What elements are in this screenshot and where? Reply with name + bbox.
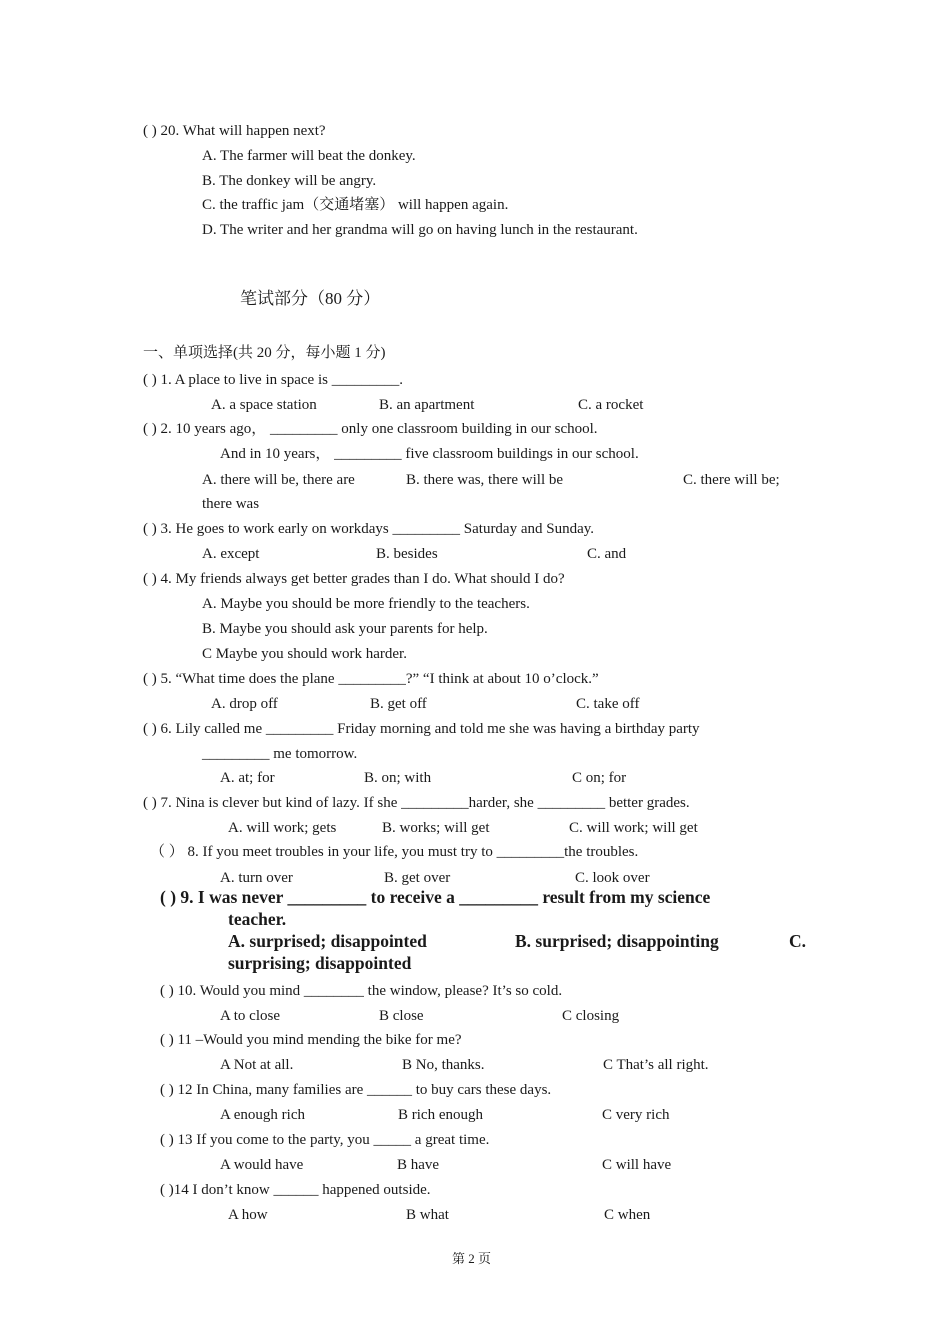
q7-option-a: A. will work; gets [228,820,337,836]
q20-option-d: D. The writer and her grandma will go on having lunch in the restaurant. [202,222,638,238]
q9-option-a: A. surprised; disappointed [228,931,427,951]
q14-option-a: A how [228,1207,268,1223]
q6-option-c: C on; for [572,770,627,786]
q3-stem: ( ) 3. He goes to work early on workdays _________ Saturday and Sunday. [143,521,595,537]
q4-option-b: B. Maybe you should ask your parents for help. [202,621,488,637]
q5-option-c: C. take off [576,696,640,712]
q14-stem: ( )14 I don’t know ______ happened outside. [160,1182,431,1198]
q11-option-b: B No, thanks. [402,1057,485,1073]
q2-option-b: B. there was, there will be [406,472,564,488]
q12-option-b: B rich enough [398,1107,483,1123]
q13-option-a: A would have [220,1157,304,1173]
q4-option-c: C Maybe you should work harder. [202,646,407,662]
q4-option-a: A. Maybe you should be more friendly to the teachers. [202,596,530,612]
q11-option-a: A Not at all. [220,1057,294,1073]
q8-option-c: C. look over [575,870,650,886]
q14-option-c: C when [604,1207,651,1223]
q13-option-b: B have [397,1157,440,1173]
q9-option-c: C. [789,931,807,951]
q3-option-c: C. and [587,546,627,562]
part-heading: 一、单项选择(共 20 分，每小题 1 分) [143,345,386,361]
q3-option-a: A. except [202,546,260,562]
q10-option-b: B close [379,1008,424,1024]
q5-option-b: B. get off [370,696,427,712]
q7-stem: ( ) 7. Nina is clever but kind of lazy. If she _________harder, she _________ better grades. [143,795,690,811]
q5-stem: ( ) 5. “What time does the plane _________?” “I think at about 10 o’clock.” [143,671,599,687]
q8-stem: （ ） 8. If you meet troubles in your life, you must try to _________the troubles. [150,844,639,860]
q1-option-b: B. an apartment [379,397,475,413]
q1-stem: ( ) 1. A place to live in space is _________. [143,372,403,388]
q2-stem: ( ) 2. 10 years ago， _________ only one classroom building in our school. [143,421,598,437]
q8-option-b: B. get over [384,870,451,886]
q6-option-b: B. on; with [364,770,432,786]
q12-option-a: A enough rich [220,1107,305,1123]
section-title: 笔试部分（80 分） [240,289,381,308]
q9-option-b: B. surprised; disappointing [515,931,719,951]
q10-stem: ( ) 10. Would you mind ________ the window, please? It’s so cold. [160,983,563,999]
q10-option-a: A to close [220,1008,280,1024]
q20-option-b: B. The donkey will be angry. [202,173,377,189]
q10-option-c: C closing [562,1008,620,1024]
q20-option-c: C. the traffic jam（交通堵塞） will happen again. [202,197,509,213]
q9-stem: ( ) 9. I was never _________ to receive a _________ result from my science [160,887,711,907]
q9-stem-line2: teacher. [228,909,287,929]
q12-stem: ( ) 12 In China, many families are ______ to buy cars these days. [160,1082,552,1098]
q2-stem-line2: And in 10 years， _________ five classroom buildings in our school. [220,446,639,462]
q13-stem: ( ) 13 If you come to the party, you _____ a great time. [160,1132,490,1148]
q6-stem-line2: _________ me tomorrow. [202,746,358,762]
q20-option-a: A. The farmer will beat the donkey. [202,148,416,164]
q1-option-c: C. a rocket [578,397,644,413]
q2-option-a: A. there will be, there are [202,472,355,488]
q5-option-a: A. drop off [211,696,278,712]
q3-option-b: B. besides [376,546,438,562]
q6-stem: ( ) 6. Lily called me _________ Friday morning and told me she was having a birthday party [143,721,700,737]
q9-option-c-cont: surprising; disappointed [228,953,412,973]
q14-option-b: B what [406,1207,449,1223]
q13-option-c: C will have [602,1157,672,1173]
q2-option-c: C. there will be; [683,472,780,488]
q2-option-c-cont: there was [202,496,260,512]
q8-option-a: A. turn over [220,870,293,886]
q4-stem: ( ) 4. My friends always get better grades than I do. What should I do? [143,571,565,587]
q7-option-b: B. works; will get [382,820,490,836]
q20-stem: ( ) 20. What will happen next? [143,123,326,139]
q7-option-c: C. will work; will get [569,820,698,836]
q11-stem: ( ) 11 –Would you mind mending the bike for me? [160,1032,462,1048]
q1-option-a: A. a space station [211,397,317,413]
q12-option-c: C very rich [602,1107,670,1123]
q6-option-a: A. at; for [220,770,275,786]
q11-option-c: C That’s all right. [603,1057,709,1073]
page-number: 第 2 页 [452,1251,492,1266]
